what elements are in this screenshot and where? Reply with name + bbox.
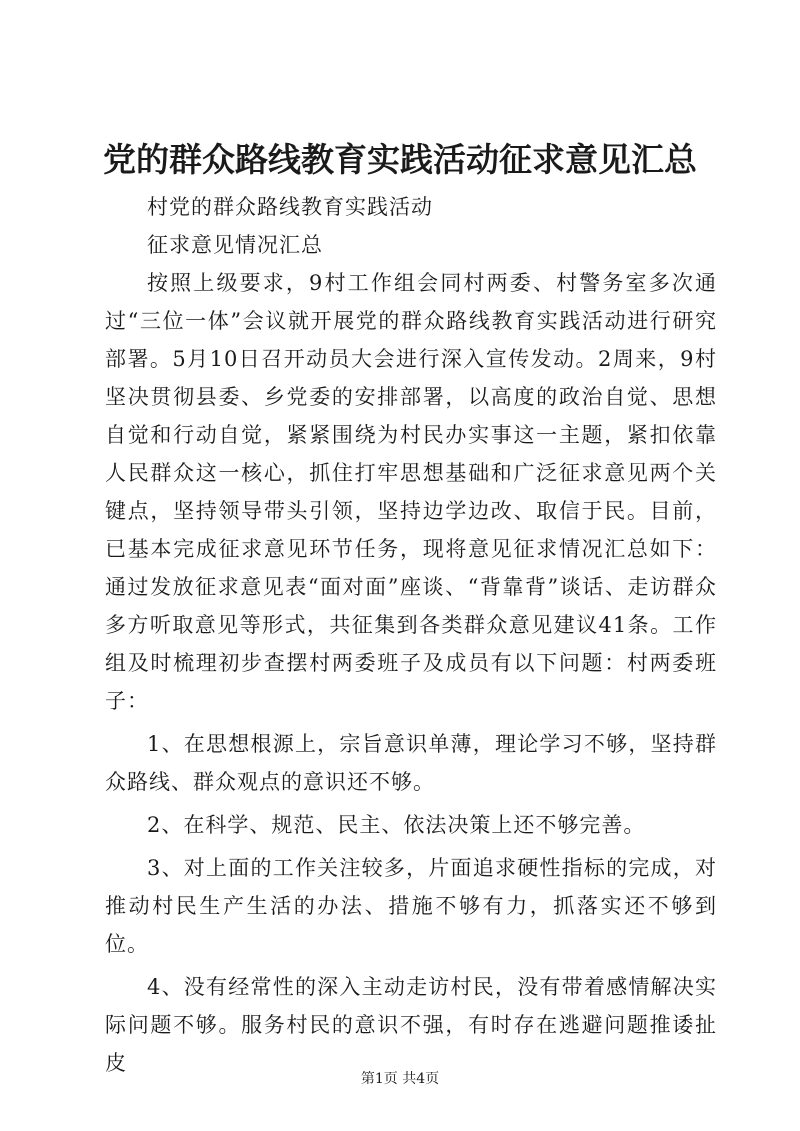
paragraph-item-4: 4、没有经常性的深入主动走访村民，没有带着感情解决实际问题不够。服务村民的意识不强，有时存在逃避问题推诿扯皮 — [105, 975, 717, 1075]
paragraph-item-2: 2、在科学、规范、民主、依法决策上还不够完善。 — [147, 813, 646, 837]
page-number-footer: 第1页 共4页 — [360, 1071, 440, 1087]
paragraph-item-1: 1、在思想根源上，宗旨意识单薄，理论学习不够，坚持群众路线、群众观点的意识还不够。 — [105, 732, 717, 794]
document-body — [105, 188, 717, 1082]
paragraph-subtitle-2: 征求意见情况汇总 — [147, 233, 323, 257]
paragraph-intro: 按照上级要求，9村工作组会同村两委、村警务室多次通过“三位一体”会议就开展党的群众路线教育实践活动进行研究部署。5月10日召开动员大会进行深入宣传发动。2周来，9村坚决贯彻县委、乡党委的安排部署，以高度的政治自觉、思想自觉和行动自觉，紧紧围绕为村民办实事这一主题，紧扣依靠人民群众这一核心，抓住打牢思想基础和广泛征求意见两个关键点，坚持领导带头引领，坚持边学边改、取信于民。目前，已基本完成征求意见环节任务，现将意见征求情况汇总如下：通过发放征求意见表“面对面”座谈、“背靠背”谈话、走访群众多方听取意见等形式，共征集到各类群众意见建议41条。工作组及时梳理初步查摆村两委班子及成员有以下问题：村两委班子： — [105, 271, 717, 713]
paragraph-item-3: 3、对上面的工作关注较多，片面追求硬性指标的完成，对推动村民生产生活的办法、措施不够有力，抓落实还不够到位。 — [105, 856, 717, 956]
document-title: 党的群众路线教育实践活动征求意见汇总 — [103, 140, 697, 179]
paragraph-subtitle-1: 村党的群众路线教育实践活动 — [147, 195, 433, 219]
